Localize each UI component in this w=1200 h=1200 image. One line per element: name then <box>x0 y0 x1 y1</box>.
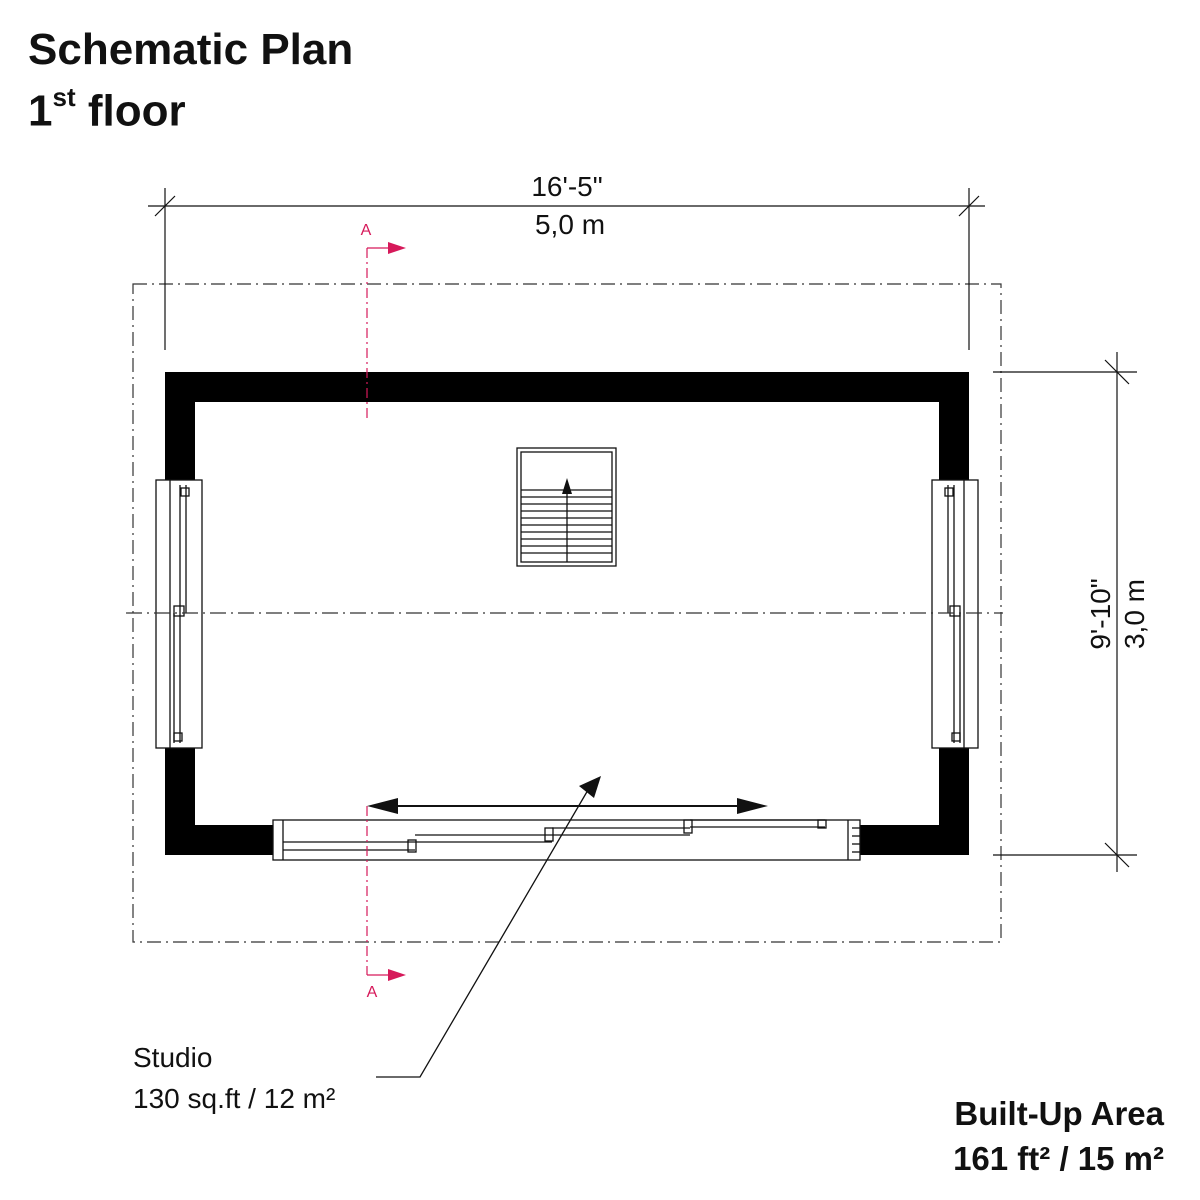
room-name: Studio <box>133 1042 213 1073</box>
room-leader-line <box>376 776 601 1077</box>
depth-imperial: 9'-10" <box>1085 578 1116 650</box>
floor-number: 1 <box>28 86 53 136</box>
floor-ordinal-suffix: st <box>52 82 76 112</box>
room-area: 130 sq.ft / 12 m² <box>133 1083 336 1114</box>
floor-word: floor <box>75 86 186 136</box>
built-up-area-label: Built-Up Area <box>954 1095 1164 1132</box>
section-label-top: A <box>360 222 372 239</box>
staircase <box>517 448 616 566</box>
plan-title: Schematic Plan <box>28 25 354 74</box>
section-label-bottom: A <box>366 984 378 1001</box>
right-window <box>932 480 978 748</box>
section-cut-line <box>367 242 406 981</box>
left-window <box>156 480 202 748</box>
width-metric: 5,0 m <box>534 209 606 240</box>
built-up-area-value: 161 ft² / 15 m² <box>953 1140 1164 1177</box>
depth-metric: 3,0 m <box>1119 578 1150 650</box>
width-imperial: 16'-5" <box>531 171 603 202</box>
slide-direction-arrow <box>367 798 768 814</box>
